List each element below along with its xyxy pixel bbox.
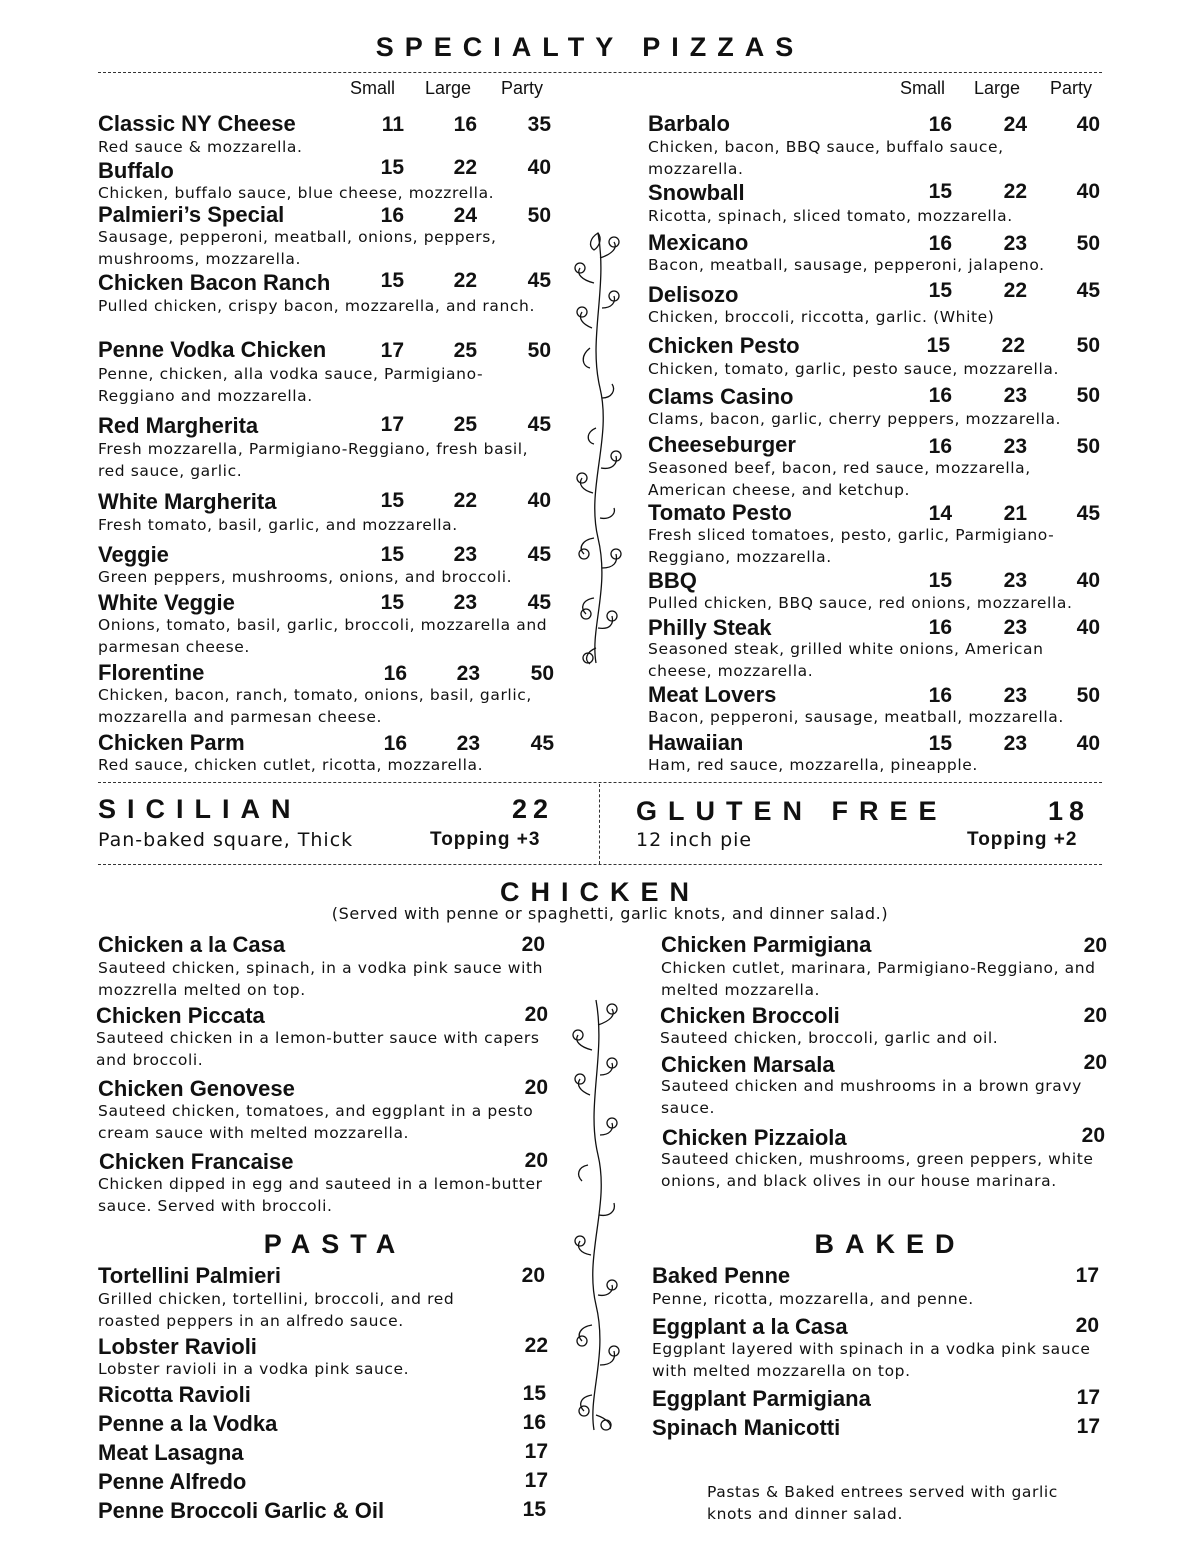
item-price: 17 (1075, 1264, 1099, 1287)
price-large: 22 (453, 156, 477, 179)
price-large: 16 (453, 113, 477, 136)
item-price: 20 (1081, 1124, 1105, 1147)
sicilian-title: SICILIAN (98, 794, 302, 824)
size-header-large: Large (974, 78, 1021, 98)
item-description: Lobster ravioli in a vodka pink sauce. (98, 1360, 410, 1378)
price-large: 23 (1003, 569, 1027, 592)
price-large: 22 (1003, 279, 1027, 302)
sicilian-topping: Topping +3 (430, 829, 541, 850)
price-small: 16 (380, 204, 404, 227)
price-small: 15 (928, 569, 952, 592)
item-name: Chicken Broccoli (660, 1003, 840, 1028)
item-name: White Veggie (98, 590, 235, 615)
item-description: Penne, chicken, alla vodka sauce, Parmigiano-Reggiano and mozzarella. (98, 365, 484, 405)
size-header-small: Small (900, 78, 946, 98)
item-description: Bacon, pepperoni, sausage, meatball, mozzarella. (648, 708, 1064, 726)
gluten-free-topping: Topping +2 (967, 829, 1078, 850)
item-name: Philly Steak (648, 615, 772, 640)
price-small: 16 (928, 232, 952, 255)
item-name: Barbalo (648, 111, 730, 136)
size-header-small: Small (350, 78, 396, 98)
item-name: Chicken Parm (98, 730, 245, 755)
price-large: 22 (453, 489, 477, 512)
item-name: Chicken Marsala (661, 1052, 835, 1077)
price-small: 16 (928, 113, 952, 136)
item-price: 20 (1083, 1051, 1107, 1074)
item-name: Penne Alfredo (98, 1469, 247, 1494)
price-small: 16 (928, 384, 952, 407)
item-name: Mexicano (648, 230, 749, 255)
price-small: 16 (928, 616, 952, 639)
item-name: Chicken Bacon Ranch (98, 270, 331, 295)
item-name: Eggplant a la Casa (652, 1314, 848, 1339)
size-header-party: Party (501, 78, 544, 98)
item-price: 20 (521, 1264, 545, 1287)
gluten-free-description: 12 inch pie (636, 829, 753, 851)
item-name: Chicken Francaise (99, 1149, 294, 1174)
item-description: Sauteed chicken, broccoli, garlic and oil. (660, 1029, 999, 1047)
price-small: 15 (380, 156, 404, 179)
item-name: Ricotta Ravioli (98, 1382, 251, 1407)
price-large: 24 (453, 204, 477, 227)
item-name: Classic NY Cheese (98, 111, 296, 136)
price-small: 15 (926, 334, 950, 357)
item-name: Spinach Manicotti (652, 1415, 841, 1440)
price-large: 23 (456, 732, 480, 755)
price-small: 15 (380, 269, 404, 292)
item-description: Sausage, pepperoni, meatball, onions, peppers, mushrooms, mozzarella. (98, 228, 497, 268)
item-description: Grilled chicken, tortellini, broccoli, and red roasted peppers in an alfredo sauce. (98, 1290, 455, 1330)
item-name: Penne a la Vodka (98, 1411, 278, 1436)
item-price: 15 (522, 1498, 546, 1521)
price-party: 45 (527, 413, 551, 436)
item-price: 15 (522, 1382, 546, 1405)
item-price: 20 (1083, 1004, 1107, 1027)
item-name: Florentine (98, 660, 205, 685)
price-party: 40 (1076, 113, 1100, 136)
item-name: Lobster Ravioli (98, 1334, 257, 1359)
item-name: Chicken Genovese (98, 1076, 295, 1101)
price-party: 40 (527, 156, 551, 179)
price-party: 45 (527, 591, 551, 614)
item-name: Delisozo (648, 282, 739, 307)
item-name: Cheeseburger (648, 432, 796, 457)
price-party: 35 (527, 113, 551, 136)
item-description: Red sauce & mozzarella. (98, 138, 303, 156)
item-price: 20 (524, 1149, 548, 1172)
price-party: 50 (527, 339, 551, 362)
pasta-title: PASTA (263, 1229, 407, 1259)
item-name: White Margherita (98, 489, 277, 514)
price-small: 15 (928, 180, 952, 203)
chicken-note: (Served with penne or spaghetti, garlic knots, and dinner salad.) (331, 904, 889, 923)
gluten-free-price: 18 (1048, 796, 1091, 826)
item-name: Buffalo (98, 158, 174, 183)
price-party: 50 (1076, 334, 1100, 357)
item-name: Eggplant Parmigiana (652, 1386, 871, 1411)
item-price: 17 (1076, 1415, 1100, 1438)
price-party: 40 (1076, 569, 1100, 592)
item-price: 22 (524, 1334, 548, 1357)
price-large: 22 (1003, 180, 1027, 203)
item-description: Ham, red sauce, mozzarella, pineapple. (648, 756, 978, 774)
size-header-party: Party (1050, 78, 1093, 98)
item-price: 20 (524, 1076, 548, 1099)
price-large: 23 (1003, 435, 1027, 458)
price-large: 23 (1003, 616, 1027, 639)
price-party: 40 (1076, 732, 1100, 755)
price-large: 23 (1003, 684, 1027, 707)
item-name: Meat Lovers (648, 682, 777, 707)
sicilian-price: 22 (512, 794, 555, 824)
divider (98, 864, 1102, 865)
item-name: Veggie (98, 542, 169, 567)
item-name: Chicken Piccata (96, 1003, 265, 1028)
price-small: 17 (380, 413, 404, 436)
item-description: Chicken, bacon, ranch, tomato, onions, basil, garlic, mozzarella and parmesan cheese. (98, 686, 532, 726)
price-party: 40 (1076, 180, 1100, 203)
chicken-title: CHICKEN (499, 877, 700, 907)
item-description: Green peppers, mushrooms, onions, and broccoli. (98, 568, 513, 586)
item-price: 20 (524, 1003, 548, 1026)
price-party: 45 (530, 732, 554, 755)
item-name: Chicken a la Casa (98, 932, 286, 957)
item-description: Clams, bacon, garlic, cherry peppers, mozzarella. (648, 410, 1062, 428)
footnote: Pastas & Baked entrees served with garlic knots and dinner salad. (707, 1483, 1058, 1523)
price-large: 25 (453, 339, 477, 362)
price-party: 50 (527, 204, 551, 227)
price-large: 23 (453, 591, 477, 614)
item-price: 17 (1076, 1386, 1100, 1409)
item-name: Meat Lasagna (98, 1440, 244, 1465)
price-small: 16 (928, 435, 952, 458)
item-description: Fresh sliced tomatoes, pesto, garlic, Parmigiano-Reggiano, mozzarella. (648, 526, 1055, 566)
item-description: Bacon, meatball, sausage, pepperoni, jalapeno. (648, 256, 1045, 274)
item-name: Snowball (648, 180, 745, 205)
divider (98, 782, 1102, 783)
item-description: Chicken, buffalo sauce, blue cheese, mozzrella. (98, 184, 495, 202)
price-large: 23 (453, 543, 477, 566)
item-description: Red sauce, chicken cutlet, ricotta, mozzarella. (98, 756, 484, 774)
item-description: Sauteed chicken, tomatoes, and eggplant in a pesto cream sauce with melted mozzarella. (98, 1102, 534, 1142)
specialty-title: SPECIALTY PIZZAS (375, 32, 805, 62)
item-description: Chicken dipped in egg and sauteed in a lemon-butter sauce. Served with broccoli. (98, 1175, 543, 1215)
item-description: Ricotta, spinach, sliced tomato, mozzarella. (648, 207, 1013, 225)
item-description: Chicken, tomato, garlic, pesto sauce, mozzarella. (648, 360, 1059, 378)
divider (599, 784, 600, 864)
item-name: Tortellini Palmieri (98, 1263, 281, 1288)
item-description: Chicken, broccoli, riccotta, garlic. (White) (648, 308, 995, 326)
item-name: Baked Penne (652, 1263, 791, 1288)
item-description: Sauteed chicken, mushrooms, green peppers, white onions, and black olives in our house marinara. (661, 1150, 1094, 1190)
price-large: 23 (456, 662, 480, 685)
item-name: BBQ (648, 568, 697, 593)
item-description: Sauteed chicken and mushrooms in a brown gravy sauce. (661, 1077, 1082, 1117)
item-description: Seasoned steak, grilled white onions, American cheese, mozzarella. (648, 640, 1044, 680)
item-name: Tomato Pesto (648, 500, 792, 525)
price-party: 50 (530, 662, 554, 685)
item-name: Chicken Pesto (648, 333, 800, 358)
price-party: 50 (1076, 384, 1100, 407)
item-name: Chicken Parmigiana (661, 932, 872, 957)
price-large: 23 (1003, 232, 1027, 255)
item-name: Red Margherita (98, 413, 259, 438)
price-small: 14 (928, 502, 952, 525)
item-description: Penne, ricotta, mozzarella, and penne. (652, 1290, 974, 1308)
price-party: 50 (1076, 684, 1100, 707)
price-large: 22 (1001, 334, 1025, 357)
price-small: 15 (928, 279, 952, 302)
baked-title: BAKED (814, 1229, 966, 1259)
price-party: 40 (1076, 616, 1100, 639)
price-large: 24 (1003, 113, 1027, 136)
price-small: 15 (380, 489, 404, 512)
item-description: Eggplant layered with spinach in a vodka pink sauce with melted mozzarella on top. (652, 1340, 1091, 1380)
price-large: 22 (453, 269, 477, 292)
item-description: Onions, tomato, basil, garlic, broccoli, mozzarella and parmesan cheese. (98, 616, 548, 656)
item-price: 20 (521, 933, 545, 956)
item-description: Sauteed chicken in a lemon-butter sauce with capers and broccoli. (96, 1029, 540, 1069)
price-large: 25 (453, 413, 477, 436)
price-party: 45 (527, 543, 551, 566)
price-party: 40 (527, 489, 551, 512)
price-party: 45 (1076, 279, 1100, 302)
item-price: 16 (522, 1411, 546, 1434)
price-large: 21 (1003, 502, 1027, 525)
item-description: Chicken, bacon, BBQ sauce, buffalo sauce, mozzarella. (648, 138, 1004, 178)
item-name: Penne Vodka Chicken (98, 337, 327, 362)
price-party: 45 (527, 269, 551, 292)
item-description: Chicken cutlet, marinara, Parmigiano-Reggiano, and melted mozzarella. (661, 959, 1096, 999)
item-name: Hawaiian (648, 730, 744, 755)
item-price: 20 (1075, 1314, 1099, 1337)
item-price: 20 (1083, 934, 1107, 957)
item-description: Seasoned beef, bacon, red sauce, mozzarella, American cheese, and ketchup. (648, 459, 1031, 499)
item-price: 17 (524, 1440, 548, 1463)
price-small: 16 (383, 662, 407, 685)
divider (98, 72, 1102, 73)
item-description: Pulled chicken, crispy bacon, mozzarella, and ranch. (98, 297, 535, 315)
floral-vine-icon (568, 228, 628, 668)
sicilian-description: Pan-baked square, Thick (98, 829, 354, 851)
gluten-free-title: GLUTEN FREE (636, 796, 948, 826)
price-large: 23 (1003, 732, 1027, 755)
price-party: 50 (1076, 435, 1100, 458)
item-description: Fresh tomato, basil, garlic, and mozzarella. (98, 516, 458, 534)
price-small: 17 (380, 339, 404, 362)
floral-vine-icon (566, 995, 626, 1435)
price-large: 23 (1003, 384, 1027, 407)
item-description: Fresh mozzarella, Parmigiano-Reggiano, fresh basil, red sauce, garlic. (98, 440, 529, 480)
price-small: 16 (928, 684, 952, 707)
price-small: 15 (380, 591, 404, 614)
item-price: 17 (524, 1469, 548, 1492)
price-small: 15 (380, 543, 404, 566)
price-party: 45 (1076, 502, 1100, 525)
item-name: Penne Broccoli Garlic & Oil (98, 1498, 385, 1523)
price-party: 50 (1076, 232, 1100, 255)
item-description: Pulled chicken, BBQ sauce, red onions, mozzarella. (648, 594, 1073, 612)
item-name: Palmieri’s Special (98, 202, 285, 227)
price-small: 11 (381, 113, 404, 136)
item-name: Clams Casino (648, 384, 794, 409)
item-description: Sauteed chicken, spinach, in a vodka pink sauce with mozzrella melted on top. (98, 959, 544, 999)
item-name: Chicken Pizzaiola (662, 1125, 847, 1150)
size-header-large: Large (425, 78, 472, 98)
price-small: 15 (928, 732, 952, 755)
price-small: 16 (383, 732, 407, 755)
